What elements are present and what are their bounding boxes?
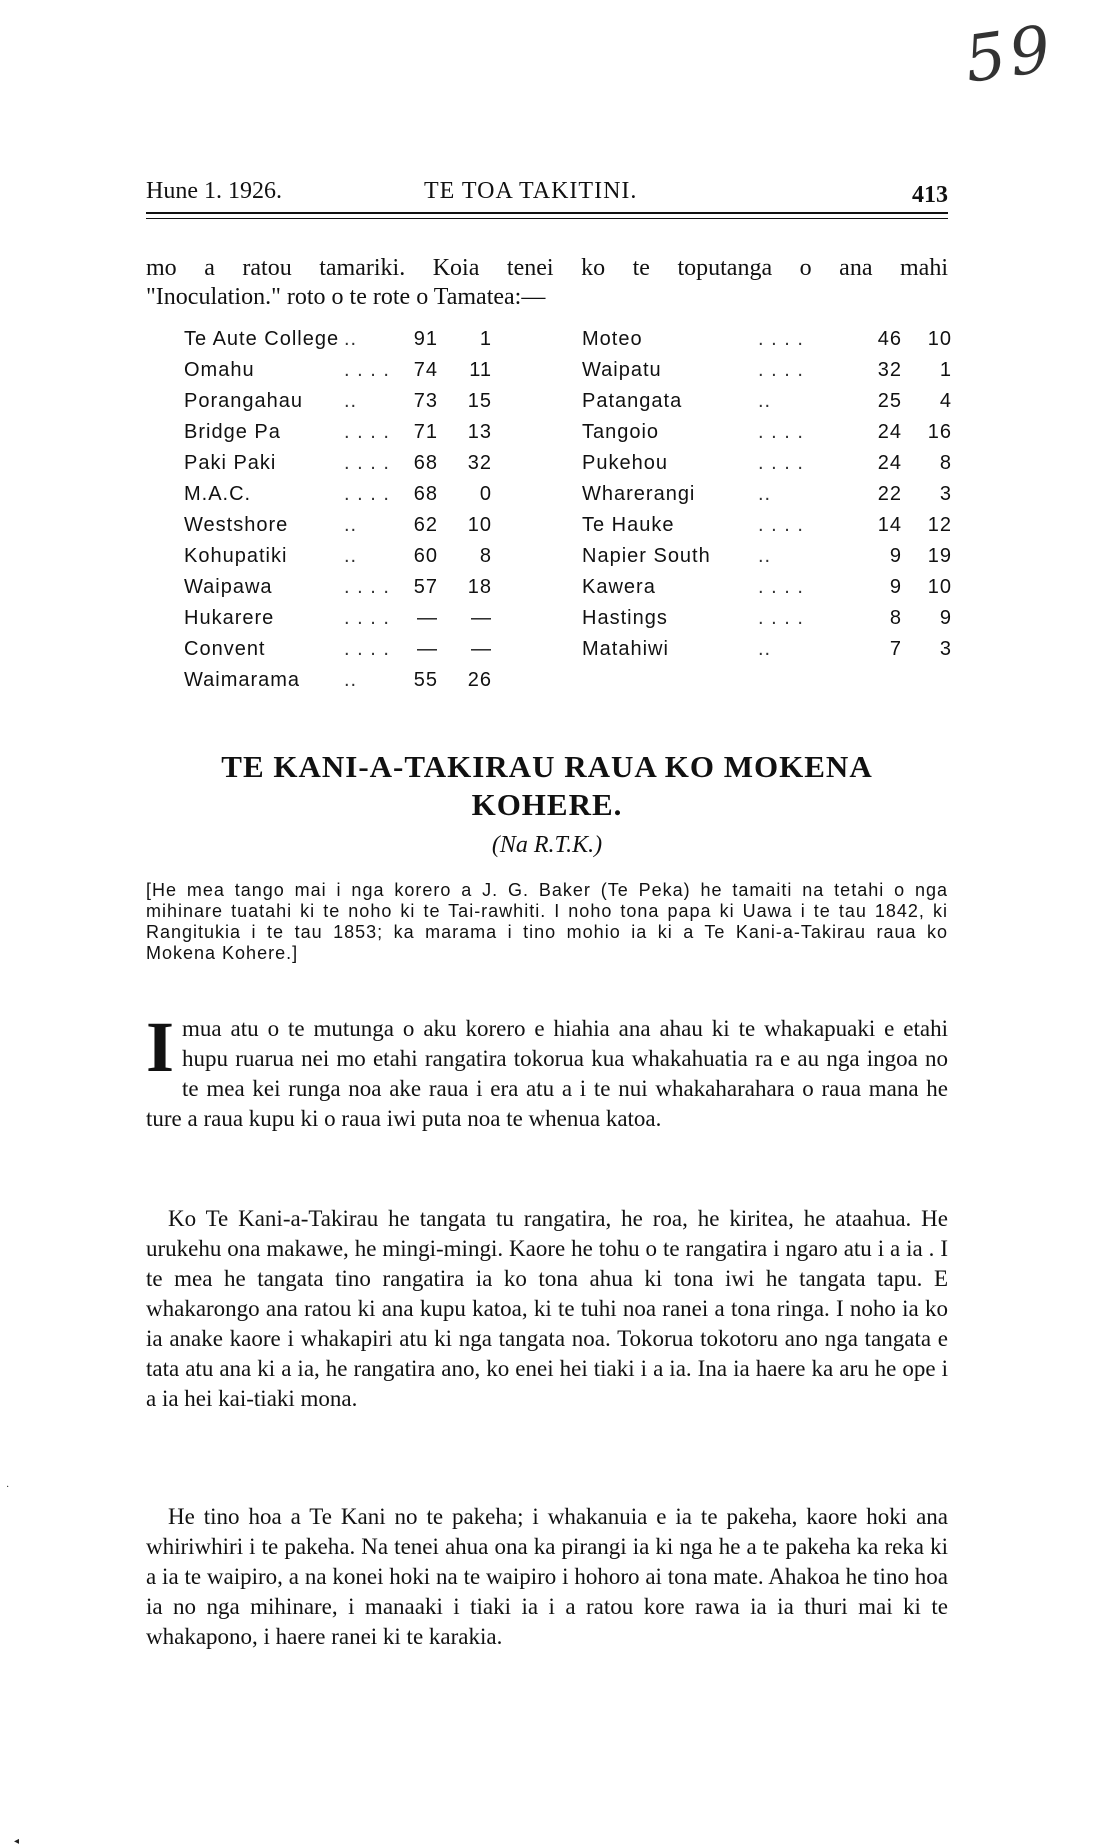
- leader-dots: ..: [758, 545, 772, 567]
- place-name: Kawera: [582, 576, 656, 598]
- article-paragraph-3: [146, 1502, 948, 1652]
- count-value: 68: [413, 452, 438, 474]
- leader-dots: ..: [758, 390, 772, 412]
- count-value: —: [471, 638, 492, 660]
- count-value: 8: [889, 607, 902, 629]
- place-name: Convent: [184, 638, 266, 660]
- count-value: 55: [413, 669, 438, 691]
- leader-dots: ..: [344, 514, 358, 536]
- running-header: [146, 170, 948, 214]
- place-name: Matahiwi: [582, 638, 669, 660]
- count-value: 10: [927, 576, 952, 598]
- leader-dots: . . . .: [758, 452, 804, 474]
- count-value: 15: [467, 390, 492, 412]
- table-row: [582, 390, 952, 421]
- article-paragraph-2: [146, 1204, 948, 1414]
- place-name: Te Aute College: [184, 328, 340, 350]
- table-row: [582, 545, 952, 576]
- place-name: Omahu: [184, 359, 255, 381]
- count-value: 0: [479, 483, 492, 505]
- article-paragraph-1: [146, 1007, 948, 1134]
- table-row: [582, 452, 952, 483]
- count-value: 8: [479, 545, 492, 567]
- place-name: Porangahau: [184, 390, 303, 412]
- table-row: [184, 359, 514, 390]
- leader-dots: . . . .: [344, 421, 390, 443]
- paragraph-text: Ko Te Kani-a-Takirau he tangata tu rangatira, he roa, he kiritea, he ataahua. He urukehu ona makawe, he mingi-mingi. Kaore he tohu o te rangatira i ngaro atu i a ia . I te mea he tangata tino rangatira ia ko tona ahua ki tona iwi he tangata tapu. E whakarongo ana ratou ki ana kupu katoa, ki te tuhi noa ranei a tona ringa. I noho ia ko ia anake kaore i whakapiri atu ki nga tangata noa. Tokorua tokotoru ano nga tangata e tata atu ana ki a ia, he rangatira ano, ko enei hei tiaki i a ia. Ina ia haere ka aru he ope i a ia hei kai-tiaki mona.: [146, 1206, 948, 1411]
- count-value: 3: [939, 638, 952, 660]
- count-value: 32: [467, 452, 492, 474]
- place-name: Bridge Pa: [184, 421, 281, 443]
- count-value: 10: [467, 514, 492, 536]
- drop-cap: I: [146, 1007, 175, 1087]
- leader-dots: . . . .: [758, 576, 804, 598]
- place-name: Moteo: [582, 328, 643, 350]
- count-value: —: [471, 607, 492, 629]
- count-value: 18: [467, 576, 492, 598]
- leader-dots: . . . .: [344, 359, 390, 381]
- leader-dots: . . . .: [344, 452, 390, 474]
- table-row: [582, 638, 952, 669]
- header-date: Hune 1. 1926.: [146, 178, 282, 204]
- count-value: 8: [939, 452, 952, 474]
- header-rule: [146, 212, 948, 214]
- place-name: Waipawa: [184, 576, 273, 598]
- count-value: 14: [877, 514, 902, 536]
- paragraph-text: He tino hoa a Te Kani no te pakeha; i whakanuia e ia te pakeha, kaore hoki ana whiriwhiri i te pakeha. Na tenei ahua ona ka pirangi ia ki nga he a te pakeha ka reka ki a ia te waipiro, a na konei hoki na te waipiro i hohoro ai tona mate. Ahakoa he tino hoa ia no nga mihinare, i manaaki i tiaki ia i a ratou kore rawa ia ia thuri mai ki te whakapono, i haere ranei ki te karakia.: [146, 1504, 948, 1649]
- leader-dots: ..: [344, 390, 358, 412]
- count-value: 24: [877, 421, 902, 443]
- count-value: 4: [939, 390, 952, 412]
- scan-speck: ◂: [14, 1836, 20, 1847]
- table-row: [582, 328, 952, 359]
- leader-dots: ..: [758, 638, 772, 660]
- count-value: 11: [469, 359, 492, 381]
- count-value: 26: [467, 669, 492, 691]
- count-value: 32: [877, 359, 902, 381]
- leader-dots: . . . .: [758, 328, 804, 350]
- place-name: Westshore: [184, 514, 289, 536]
- table-row: [184, 545, 514, 576]
- count-value: 62: [413, 514, 438, 536]
- count-value: 19: [927, 545, 952, 567]
- count-value: 9: [889, 545, 902, 567]
- leader-dots: ..: [344, 328, 358, 350]
- table-row: [184, 638, 514, 669]
- count-value: 25: [877, 390, 902, 412]
- table-row: [582, 359, 952, 390]
- count-value: 10: [927, 328, 952, 350]
- count-value: 71: [413, 421, 438, 443]
- place-name: Kohupatiki: [184, 545, 288, 567]
- article-title: [146, 748, 948, 824]
- header-rule-thin: [146, 218, 948, 219]
- article-title-line-1: TE KANI-A-TAKIRAU RAUA KO MOKENA: [221, 749, 873, 784]
- table-row: [582, 514, 952, 545]
- count-value: —: [417, 607, 438, 629]
- place-name: Hastings: [582, 607, 668, 629]
- place-name: M.A.C.: [184, 483, 252, 505]
- leader-dots: . . . .: [344, 607, 390, 629]
- count-value: 73: [413, 390, 438, 412]
- count-value: —: [417, 638, 438, 660]
- place-name: Pukehou: [582, 452, 668, 474]
- count-value: 57: [413, 576, 438, 598]
- place-name: Waimarama: [184, 669, 301, 691]
- intro-line-1: mo a ratou tamariki. Koia tenei ko te toputanga o ana mahi: [146, 255, 948, 281]
- count-value: 68: [413, 483, 438, 505]
- table-row: [184, 328, 514, 359]
- table-row: [184, 390, 514, 421]
- count-value: 74: [413, 359, 438, 381]
- place-name: Napier South: [582, 545, 711, 567]
- intro-line-2: "Inoculation." roto o te rote o Tamatea:—: [146, 284, 546, 310]
- table-row: [184, 421, 514, 452]
- leader-dots: . . . .: [344, 638, 390, 660]
- table-row: [582, 576, 952, 607]
- count-value: 9: [939, 607, 952, 629]
- table-row: [184, 669, 514, 700]
- leader-dots: ..: [344, 545, 358, 567]
- leader-dots: ..: [344, 669, 358, 691]
- count-value: 13: [467, 421, 492, 443]
- table-column-right: [582, 328, 952, 669]
- count-value: 91: [413, 328, 438, 350]
- table-row: [184, 452, 514, 483]
- count-value: 9: [889, 576, 902, 598]
- place-name: Wharerangi: [582, 483, 696, 505]
- editorial-note: [He mea tango mai i nga korero a J. G. Baker (Te Peka) he tamaiti na tetahi o nga mihinare tuatahi ki te noho ki te Tai-rawhiti. I noho tona papa ki Uawa i te tau 1842, ki Rangitukia i te tau 1853; ka marama i tino mohio ia ki a Te Kani-a-Takirau raua ko Mokena Kohere.]: [146, 880, 948, 963]
- handwritten-page-mark: 59: [959, 12, 1059, 98]
- intro-paragraph: [146, 254, 948, 312]
- place-name: Te Hauke: [582, 514, 675, 536]
- table-row: [184, 576, 514, 607]
- count-value: 46: [877, 328, 902, 350]
- place-name: Paki Paki: [184, 452, 277, 474]
- count-value: 16: [927, 421, 952, 443]
- count-value: 1: [479, 328, 492, 350]
- count-value: 1: [939, 359, 952, 381]
- table-row: [582, 607, 952, 638]
- leader-dots: ..: [758, 483, 772, 505]
- count-value: 24: [877, 452, 902, 474]
- table-row: [184, 514, 514, 545]
- table-row: [184, 607, 514, 638]
- leader-dots: . . . .: [758, 607, 804, 629]
- leader-dots: . . . .: [758, 421, 804, 443]
- article-byline: (Na R.T.K.): [491, 832, 603, 858]
- article-title-line-2: KOHERE.: [471, 787, 623, 822]
- count-value: 22: [877, 483, 902, 505]
- count-value: 7: [889, 638, 902, 660]
- table-row: [582, 421, 952, 452]
- count-value: 3: [939, 483, 952, 505]
- place-name: Hukarere: [184, 607, 275, 629]
- count-value: 12: [927, 514, 952, 536]
- count-value: 60: [413, 545, 438, 567]
- leader-dots: . . . .: [344, 483, 390, 505]
- leader-dots: . . . .: [758, 359, 804, 381]
- table-row: [184, 483, 514, 514]
- leader-dots: . . . .: [344, 576, 390, 598]
- place-name: Waipatu: [582, 359, 662, 381]
- paragraph-text: mua atu o te mutunga o aku korero e hiahia ana ahau ki te whakapuaki e etahi hupu ruarua nei mo etahi rangatira tokorua kua whakahuatia ra e au nga ingoa no te mea kei runga noa ake raua i era atu a i te nui whakaharahara o raua mana he ture a raua kupu ki o raua iwi puta noa te whenua katoa.: [146, 1016, 948, 1131]
- page-number: 413: [912, 182, 948, 208]
- journal-title: TE TOA TAKITINI.: [424, 178, 638, 204]
- table-column-left: [184, 328, 514, 700]
- table-row: [582, 483, 952, 514]
- scan-speck: ·: [6, 1482, 10, 1493]
- place-name: Tangoio: [582, 421, 660, 443]
- leader-dots: . . . .: [758, 514, 804, 536]
- place-name: Patangata: [582, 390, 683, 412]
